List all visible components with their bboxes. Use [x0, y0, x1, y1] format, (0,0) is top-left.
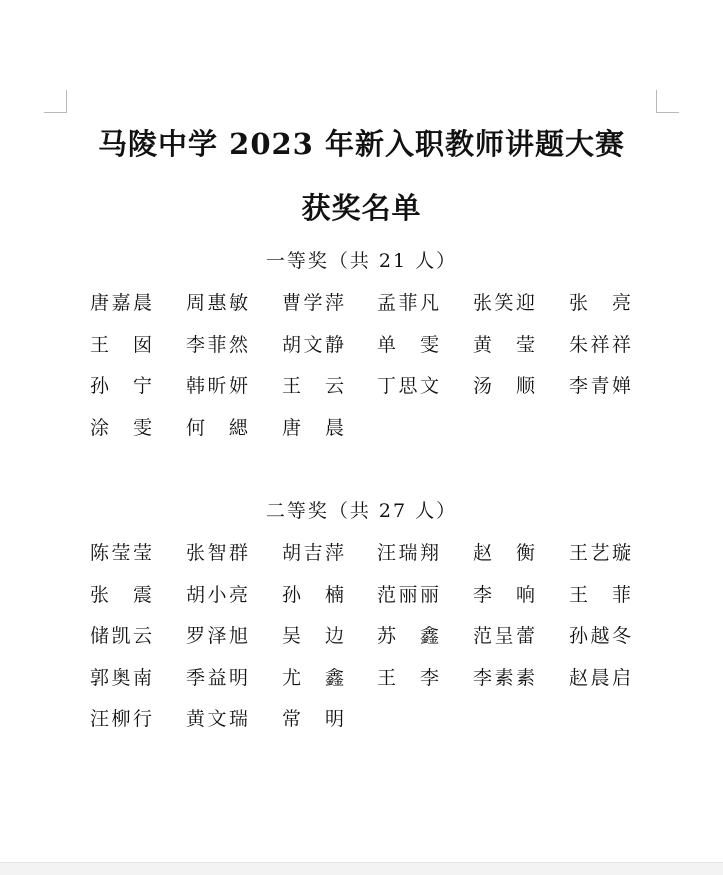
- winner-name: 孙 宁: [90, 375, 152, 397]
- winner-name: 孙 楠: [282, 583, 344, 606]
- winner-name: 单 雯: [377, 333, 439, 356]
- winner-name: 陈莹莹: [90, 542, 152, 564]
- winner-name: 韩昕妍: [186, 375, 248, 397]
- winner-name: 朱祥祥: [569, 333, 631, 356]
- document-subtitle: 获奖名单: [301, 191, 422, 225]
- winner-name: 李 响: [473, 583, 535, 606]
- page-corner-mark-right: [656, 90, 679, 113]
- winner-name: 孙越冬: [569, 625, 631, 647]
- winner-name: 何 緦: [186, 416, 248, 439]
- winner-name: 王艺璇: [569, 542, 631, 564]
- winner-name: 苏 鑫: [377, 625, 439, 647]
- winner-name: 李素素: [473, 666, 535, 689]
- winner-name: 王 云: [282, 375, 344, 397]
- winner-name: 胡文静: [282, 333, 344, 356]
- winner-name: 王 李: [377, 666, 439, 689]
- document-title: 马陵中学 2023 年新入职教师讲题大赛: [98, 127, 625, 161]
- winner-name: 张 亮: [569, 292, 631, 314]
- name-row: [90, 621, 670, 663]
- winner-name: 吴 边: [282, 625, 344, 647]
- winner-name: 曹学萍: [282, 292, 344, 314]
- winner-name: 赵 衡: [473, 542, 535, 564]
- winner-name: 王 囡: [90, 333, 152, 356]
- page-corner-mark-left: [44, 90, 67, 113]
- name-row: [90, 704, 670, 746]
- winner-name: 胡小亮: [186, 583, 248, 606]
- winner-name: 尤 鑫: [282, 666, 344, 689]
- winner-name: 王 菲: [569, 583, 631, 606]
- winner-name: 黄文瑞: [186, 708, 248, 730]
- name-row: [90, 413, 670, 455]
- winner-name: 汤 顺: [473, 375, 535, 397]
- winner-name: 汪瑞翔: [377, 542, 439, 564]
- winner-name: 季益明: [186, 666, 248, 689]
- winner-name: 涂 雯: [90, 416, 152, 439]
- winner-name: 范丽丽: [377, 583, 439, 606]
- winner-name: 罗泽旭: [186, 625, 248, 647]
- winner-name: 常 明: [282, 708, 344, 730]
- name-row: [90, 663, 670, 705]
- second-prize-name-list: [90, 538, 670, 746]
- winner-name: 胡吉萍: [282, 542, 344, 564]
- winner-name: 张智群: [186, 542, 248, 564]
- winner-name: 李青婵: [569, 375, 631, 397]
- winner-name: 丁思文: [377, 375, 439, 397]
- name-row: [90, 330, 670, 372]
- page-bottom-edge: [0, 862, 723, 875]
- section-heading-first-prize: 一等奖（共 21 人）: [265, 250, 458, 272]
- winner-name: 张笑迎: [473, 292, 535, 314]
- winner-name: 周惠敏: [186, 292, 248, 314]
- winner-name: 赵晨启: [569, 666, 631, 689]
- winner-name: 汪柳行: [90, 708, 152, 730]
- name-row: [90, 538, 670, 580]
- winner-name: 孟菲凡: [377, 292, 439, 314]
- name-row: [90, 371, 670, 413]
- winner-name: 储凯云: [90, 625, 152, 647]
- winner-name: 李菲然: [186, 333, 248, 356]
- first-prize-name-list: [90, 288, 670, 454]
- winner-name: 唐嘉晨: [90, 292, 152, 314]
- winner-name: 黄 莹: [473, 333, 535, 356]
- winner-name: 范呈蕾: [473, 625, 535, 647]
- section-heading-second-prize: 二等奖（共 27 人）: [265, 500, 458, 522]
- winner-name: 郭奥南: [90, 666, 152, 689]
- name-row: [90, 580, 670, 622]
- winner-name: 张 震: [90, 583, 152, 606]
- winner-name: 唐 晨: [282, 416, 344, 439]
- name-row: [90, 288, 670, 330]
